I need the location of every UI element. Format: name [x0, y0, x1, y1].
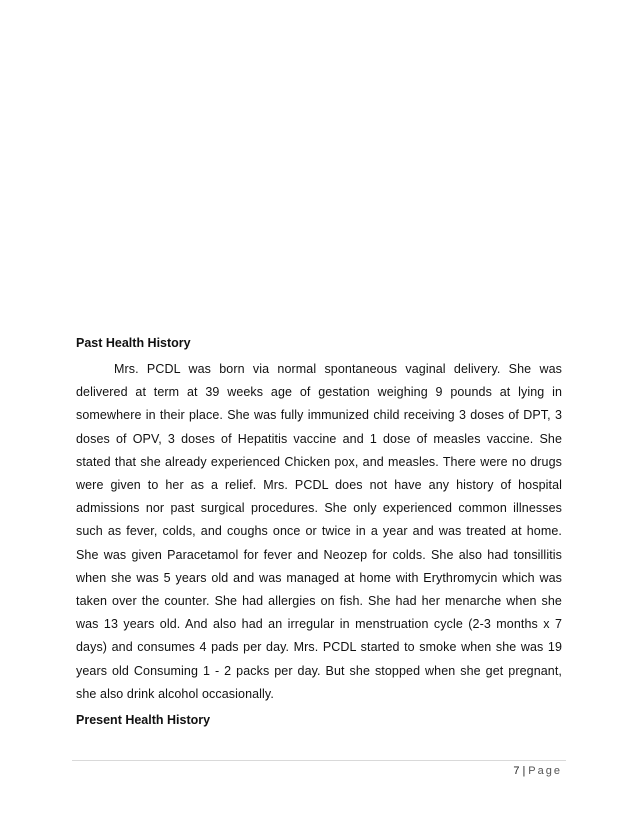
page-content	[76, 335, 562, 728]
past-health-history-paragraph: Mrs. PCDL was born via normal spontaneous vaginal delivery. She was delivered at term at 39 weeks age of gestation weighing 9 pounds at lying in somewhere in their place. She was fully immunized child receiving 3 doses of DPT, 3 doses of OPV, 3 doses of Hepatitis vaccine and 1 dose of measles vaccine. She stated that she already experienced Chicken pox, and measles. There were no drugs were given to her as a relief. Mrs. PCDL does not have any history of hospital admissions nor past surgical procedures. She only experienced common illnesses such as fever, colds, and coughs once or twice in a year and was treated at home. She was given Paracetamol for fever and Neozep for colds. She also had tonsillitis when she was 5 years old and was managed at home with Erythromycin which was taken over the counter. She had allergies on fish. She had her menarche when she was 13 years old. And also had an irregular in menstruation cycle (2-3 months x 7 days) and consumes 4 pads per day. Mrs. PCDL started to smoke when she was 19 years old Consuming 1 - 2 packs per day. But she stopped when she get pregnant, she also drink alcohol occasionally.	[76, 362, 562, 701]
page-label: Page	[528, 765, 562, 777]
past-health-history-heading: Past Health History	[76, 336, 191, 350]
page-footer	[513, 764, 562, 778]
present-health-history-heading: Present Health History	[76, 713, 211, 728]
footer-separator: |	[522, 765, 526, 777]
page-number: 7	[513, 765, 520, 777]
footer-divider	[72, 760, 566, 761]
